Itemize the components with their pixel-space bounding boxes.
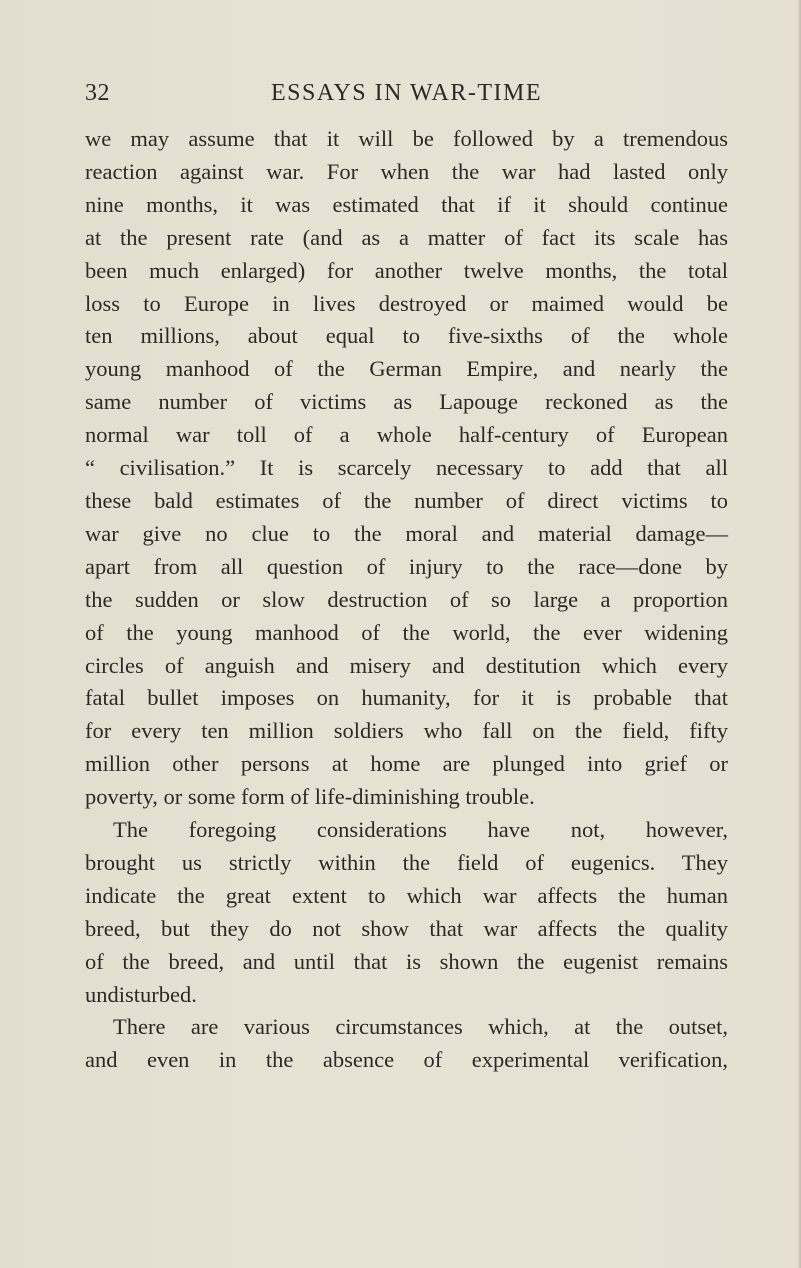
- text-line: There are various circumstances which, at the outset,: [113, 1014, 728, 1040]
- text-line: of the breed, and until that is shown the eugenist remains: [85, 948, 728, 974]
- text-line: same number of victims as Lapouge reckoned as the: [85, 389, 728, 415]
- text-line: The foregoing considerations have not, however,: [113, 817, 728, 843]
- text-line: ten millions, about equal to five-sixths of the whole: [85, 323, 728, 349]
- text-line: loss to Europe in lives destroyed or maimed would be: [85, 290, 728, 316]
- text-line: young manhood of the German Empire, and nearly the: [85, 356, 728, 382]
- text-line: the sudden or slow destruction of so large a proportion: [85, 586, 728, 612]
- text-line: million other persons at home are plunged into grief or: [85, 751, 728, 777]
- text-line: brought us strictly within the field of eugenics. They: [85, 849, 728, 875]
- text-line: apart from all question of injury to the race—done by: [85, 553, 728, 579]
- text-line: we may assume that it will be followed by a tremendous: [85, 126, 728, 151]
- book-title: ESSAYS IN WAR-TIME: [270, 80, 543, 106]
- text-line: breed, but they do not show that war affects the quality: [85, 915, 728, 941]
- text-line: poverty, or some form of life-diminishing trouble.: [85, 784, 535, 810]
- text-line: “ civilisation.” It is scarcely necessary to add that all: [85, 455, 728, 481]
- page-edge-shadow: [797, 0, 801, 1268]
- text-line: indicate the great extent to which war affects the human: [85, 882, 728, 908]
- text-line: nine months, it was estimated that if it should continue: [85, 191, 728, 217]
- text-line: of the young manhood of the world, the ever widening: [85, 619, 728, 645]
- page-number: 32: [85, 80, 110, 106]
- text-line: fatal bullet imposes on humanity, for it is probable that: [85, 685, 728, 711]
- text-line: war give no clue to the moral and material damage—: [85, 520, 728, 546]
- text-line: undisturbed.: [85, 981, 197, 1007]
- text-line: reaction against war. For when the war had lasted only: [85, 158, 728, 184]
- body-text: [85, 123, 728, 1077]
- text-line: normal war toll of a whole half-century of European: [85, 422, 728, 448]
- running-head: [85, 80, 728, 114]
- text-line: these bald estimates of the number of direct victims to: [85, 487, 728, 513]
- text-line: been much enlarged) for another twelve months, the total: [85, 257, 728, 283]
- text-line: for every ten million soldiers who fall on the field, fifty: [85, 718, 728, 744]
- text-line: and even in the absence of experimental verification,: [85, 1047, 728, 1073]
- text-line: at the present rate (and as a matter of fact its scale has: [85, 224, 728, 250]
- text-line: circles of anguish and misery and destitution which every: [85, 652, 728, 678]
